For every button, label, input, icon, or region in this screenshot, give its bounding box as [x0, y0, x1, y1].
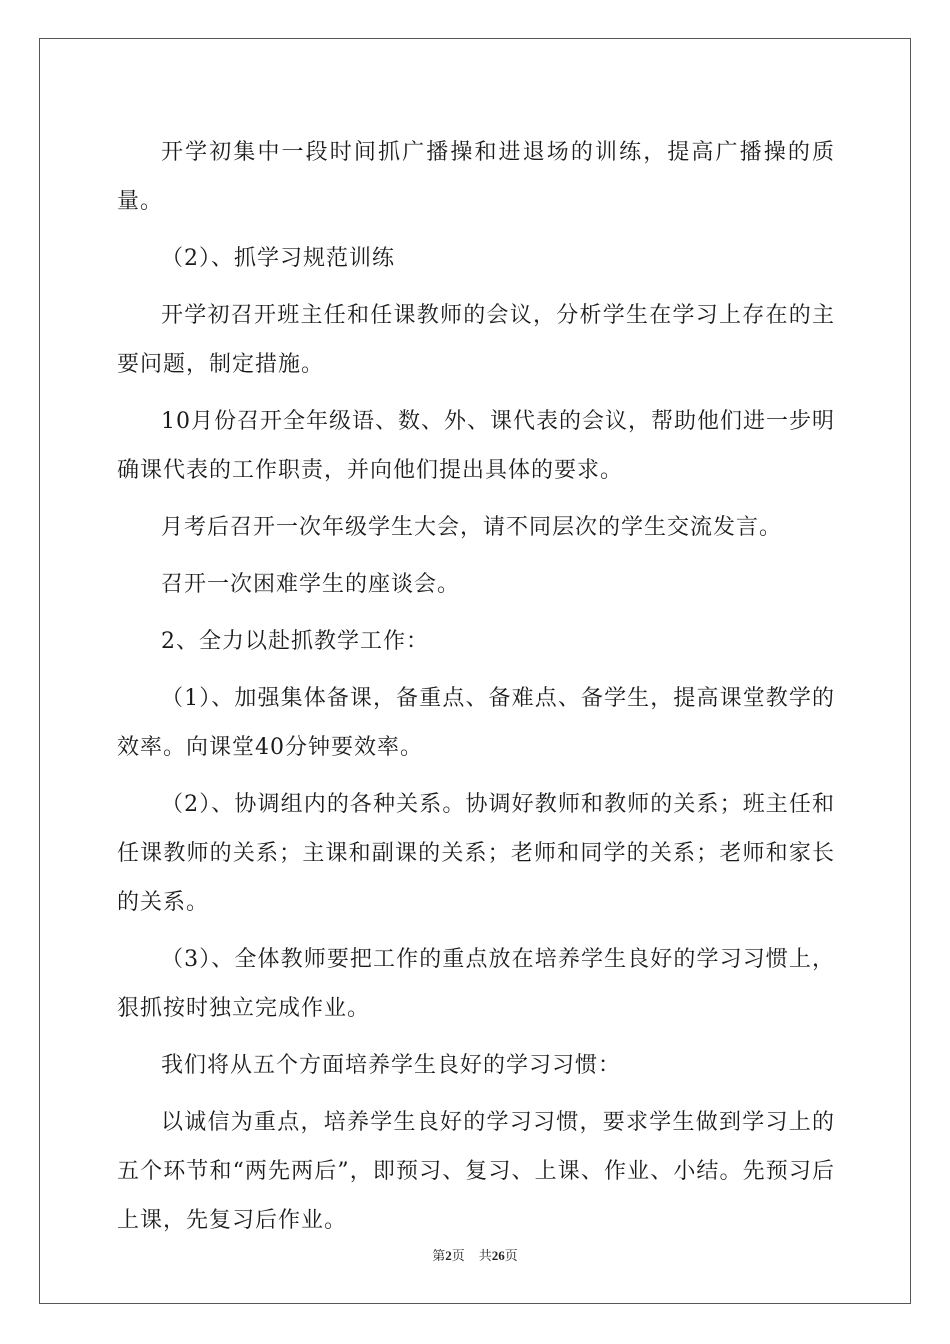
paragraph: 召开一次困难学生的座谈会。 [161, 572, 461, 597]
page-suffix: 页 [451, 1248, 465, 1263]
paragraph: （2）、协调组内的各种关系。协调好教师和教师的关系；班主任和任课教师的关系；主课和副课的关系；老师和同学的关系；老师和家长的关系。 [117, 792, 835, 915]
paragraph: 以诚信为重点，培养学生良好的学习习惯，要求学生做到学习上的五个环节和“两先两后”，即预习、复习、上课、作业、小结。先预习后上课，先复习后作业。 [117, 1110, 835, 1233]
paragraph: （3）、全体教师要把工作的重点放在培养学生良好的学习习惯上，狠抓按时独立完成作业。 [117, 947, 835, 1021]
page-footer [0, 1245, 950, 1264]
total-suffix: 页 [504, 1248, 518, 1263]
paragraph: 10月份召开全年级语、数、外、课代表的会议，帮助他们进一步明确课代表的工作职责，并向他们提出具体的要求。 [117, 409, 835, 483]
paragraph: （2）、抓学习规范训练 [161, 246, 395, 271]
paragraph: 我们将从五个方面培养学生良好的学习习惯： [161, 1053, 622, 1078]
paragraph: 开学初召开班主任和任课教师的会议，分析学生在学习上存在的主要问题，制定措施。 [117, 303, 835, 377]
total-page-count: 26 [491, 1248, 505, 1263]
paragraph: 月考后召开一次年级学生大会，请不同层次的学生交流发言。 [161, 515, 783, 540]
page-prefix: 第 [432, 1248, 446, 1263]
paragraph: （1）、加强集体备课，备重点、备难点、备学生，提高课堂教学的效率。向课堂40分钟要效率。 [117, 686, 835, 760]
document-body [117, 128, 835, 1253]
paragraph: 开学初集中一段时间抓广播操和进退场的训练，提高广播操的质量。 [117, 140, 835, 214]
total-prefix: 共 [478, 1248, 492, 1263]
current-page-number: 2 [445, 1248, 452, 1263]
paragraph: 2、全力以赴抓教学工作： [161, 629, 429, 654]
